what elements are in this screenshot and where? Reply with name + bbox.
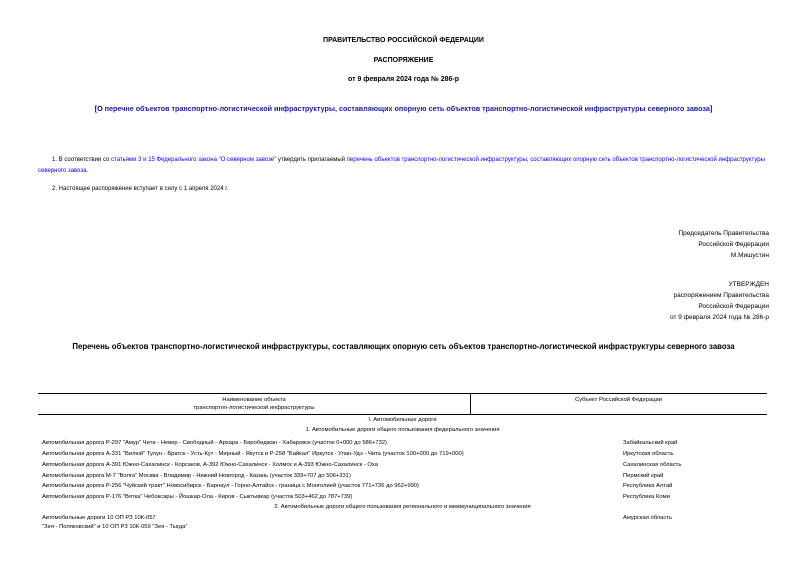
approved-line-2: распоряжением Правительства — [673, 292, 769, 299]
document-type: РАСПОРЯЖЕНИЕ — [373, 57, 434, 64]
row-region: Забайкальский край — [623, 440, 678, 446]
document-title-link[interactable]: перечне объектов транспортно-логистической инфраструктуры, составляющих опорную сеть объектов транспортно-логистической инфраструктуры северного завоза — [104, 104, 710, 113]
government-heading: ПРАВИТЕЛЬСТВО РОССИЙСКОЙ ФЕДЕРАЦИИ — [323, 37, 484, 44]
row-region: Республика Коми — [623, 494, 670, 500]
list-title: Перечень объектов транспортно-логистической инфраструктуры, составляющих опорную сеть объектов транспортно-логистической инфраструктуры северного завоза — [72, 342, 735, 351]
row-region: Пермский край — [623, 473, 664, 479]
title-bracket-open: [О — [94, 104, 105, 113]
row-region: Сахалинская область — [623, 462, 682, 468]
row-region: Иркутская область — [623, 451, 674, 457]
row-name-line-2: "Зея - Поляковский" и 10 ОП РЗ 10К-059 "Зея - Тыгда" — [42, 524, 188, 530]
table-row — [42, 471, 767, 481]
table-top-border — [38, 393, 767, 394]
document-title — [38, 103, 769, 115]
signature-line-1: Председатель Правительства — [678, 230, 769, 237]
table-row — [42, 492, 767, 502]
column-header-name — [38, 396, 470, 412]
table-row — [42, 460, 767, 470]
column-header-name-line-1: Наименование объекта — [222, 397, 286, 403]
approved-block — [670, 279, 769, 323]
row-name: Автомобильная дорога Р-297 "Амур" Чита - Невер - Свободный - Архара - Биробиджан - Хабаровск (участок 0+000 до 586+732) — [42, 440, 387, 446]
table-row — [42, 449, 767, 459]
column-header-region: Субъект Российской Федерации — [574, 397, 663, 403]
paragraph-1 — [38, 155, 769, 176]
row-name: Автомобильная дорога Р-256 "Чуйский тракт" Новосибирск - Барнаул - Горно-Алтайск - граница с Монголией (участок 771+736 до 962+990) — [42, 483, 419, 489]
signature-line-2: Российской Федерации — [698, 241, 769, 248]
row-region: Амурская область — [623, 515, 672, 521]
subsection-heading-2: 2. Автомобильные дороги общего пользования регионального и межмуниципального значения — [274, 504, 531, 510]
signature-block — [678, 228, 769, 261]
approved-line-1: УТВЕРЖДЕН — [728, 281, 769, 288]
table-row — [42, 481, 767, 491]
subsection-heading-1: 1. Автомобильные дороги общего пользования федерального значения — [305, 427, 500, 433]
row-region: Республика Алтай — [623, 483, 673, 489]
document-date-number: от 9 февраля 2024 года № 286-р — [347, 76, 460, 83]
p1-text-a: 1. В соответствии со — [52, 157, 112, 163]
list-link[interactable]: перечень объектов транспортно-логистической инфраструктуры, составляющих опорную сеть объектов транспортно-логистической инфраструктуры северного завоза — [38, 157, 765, 174]
row-name: Автомобильная дорога А-331 "Вилюй" Тулун - Братск - Усть-Кут - Мирный - Якутск и Р-258 "Байкал" Иркутск - Улан-Удэ - Чита (участок 100+000 до 719+000) — [42, 451, 464, 457]
row-name-line-1: Автомобильные дороги 10 ОП РЗ 10К-057 — [42, 515, 156, 521]
table-row-continuation — [42, 522, 767, 532]
column-header-name-line-2: транспортно-логистической инфраструктуры — [193, 405, 315, 411]
approved-line-3: Российской Федерации — [698, 303, 769, 310]
paragraph-2: 2. Настоящее распоряжение вступает в силу с 1 апреля 2024 г. — [52, 186, 229, 192]
p1-text-b: утвердить прилагаемый — [276, 157, 347, 163]
section-heading: I. Автомобильные дороги — [368, 417, 437, 423]
title-bracket-close: ] — [709, 104, 713, 113]
row-name: Автомобильная дорога А-391 Южно-Сахалинск - Корсаков, А-392 Южно-Сахалинск - Холмск и А-393 Южно-Сахалинск - Оха — [42, 462, 378, 468]
signature-line-3: М.Мишустин — [730, 252, 769, 259]
law-articles-link[interactable]: статьями 3 и 15 Федерального закона "О северном завозе" — [111, 157, 277, 163]
approved-line-4: от 9 февраля 2024 года № 286-р — [669, 314, 769, 321]
row-name: Автомобильная дорога М-7 "Волга" Москва - Владимир - Нижний Новгород - Казань (участок 339+707 до 506+331) — [42, 473, 351, 479]
table-row — [42, 438, 767, 448]
row-name: Автомобильная дорога Р-176 "Вятка" Чебоксары - Йошкар-Ола - Киров - Сыктывкар (участок 503+462 до 787+739) — [42, 494, 353, 500]
p1-text-c: . — [86, 167, 89, 174]
